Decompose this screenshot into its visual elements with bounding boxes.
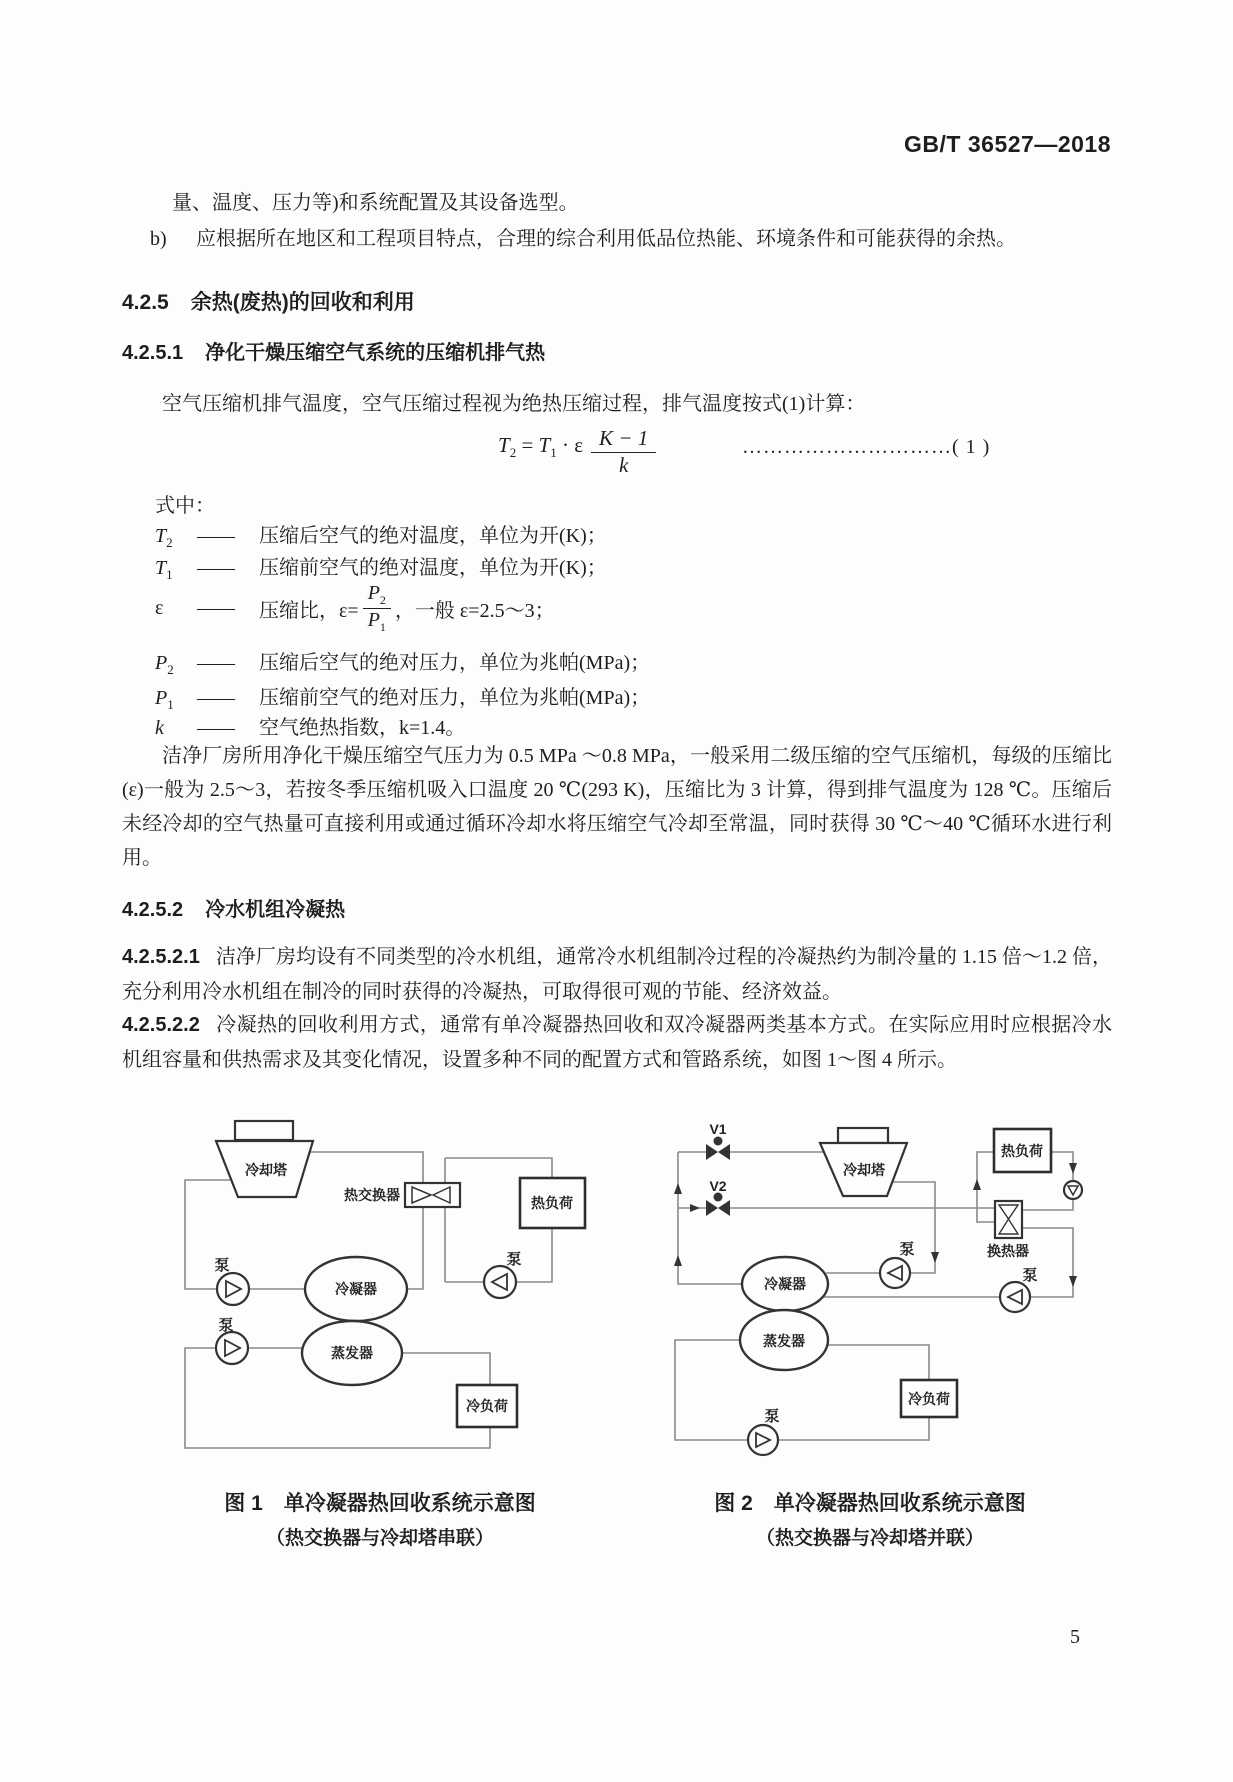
fig2-pump-b-icon <box>1000 1282 1030 1312</box>
fig1-pump1-label: 泵 <box>214 1257 230 1274</box>
fig2-valve-v1 <box>706 1137 730 1161</box>
heading-4-2-5-1 <box>122 336 545 365</box>
figure-1-subcaption: （热交换器与冷却塔串联） <box>265 1528 494 1549</box>
fig2-heat-exchanger <box>995 1201 1022 1238</box>
fig1-heat-exchanger <box>405 1183 460 1207</box>
var-row-k: k —— 空气绝热指数，k=1.4。 <box>155 717 466 739</box>
heading-4-2-5-1-number: 4.2.5.1 <box>122 342 184 364</box>
fig1-heat-load-label: 热负荷 <box>531 1195 573 1211</box>
fig2-valve-v2-label: V2 <box>709 1178 727 1194</box>
var-row-p1: $P_1$ —— 压缩前空气的绝对压力，单位为兆帕(MPa)； <box>155 687 651 712</box>
fig1-cooling-tower <box>216 1121 313 1197</box>
figure-2-subcaption: （热交换器与冷却塔并联） <box>755 1528 984 1549</box>
fig2-condenser-label: 冷凝器 <box>764 1276 806 1292</box>
fig1-heat-exchanger-label: 热交换器 <box>344 1187 400 1203</box>
heading-4-2-5-2-number: 4.2.5.2 <box>122 899 184 921</box>
paragraph-compressed-air: 洁净厂房所用净化干燥压缩空气压力为 0.5 MPa ～0.8 MPa，一般采用二级压缩的空气压缩机，每级的压缩比(ε)一般为 2.5～3，若按冬季压缩机吸入口温度 20 ℃(293 K)，压缩比为 3 计算，得到排气温度为 128 ℃。压缩后未经冷却的空气热量可直接利用或通过循环冷却水将压缩空气冷却至常温，同时获得 30 ℃～40 ℃循环水进行利用。 <box>122 745 1112 869</box>
var-row-t1: $T_1$ —— 压缩前空气的绝对温度，单位为开(K)； <box>155 557 607 582</box>
up-arrow-icon <box>973 1179 981 1190</box>
fig2-cooling-load-label: 冷负荷 <box>908 1391 950 1407</box>
heading-4-2-5 <box>122 286 415 316</box>
up-arrow-icon <box>674 1255 682 1266</box>
paragraph-4-2-5-2-2: 4.2.5.2.2 冷凝热的回收利用方式，通常有单冷凝器热回收和双冷凝器两类基本方式。在实际应用时应根据冷水机组容量和供热需求及其变化情况，设置多种不同的配置方式和管路系统，如图 1～图 4 所示。 <box>122 1014 1112 1071</box>
fig2-evaporator-label: 蒸发器 <box>763 1333 805 1349</box>
paragraph-4-2-5-2-2-number: 4.2.5.2.2 <box>122 1014 200 1036</box>
fig1-cooling-load-label: 冷负荷 <box>466 1398 508 1414</box>
fig1-evaporator-label: 蒸发器 <box>331 1345 373 1361</box>
fig1-pump2-icon <box>216 1332 248 1364</box>
fig1-pump3-label: 泵 <box>506 1251 522 1268</box>
list-item-b-marker: b) <box>150 228 167 250</box>
heading-4-2-5-number: 4.2.5 <box>122 291 169 314</box>
var-row-epsilon: ε —— 压缩比，ε= $\frac{P_2}{P_1}$ ，一般 ε=2.5～3； <box>155 581 555 634</box>
fig1-pump1-icon <box>217 1273 249 1305</box>
fig2-pump-a-label: 泵 <box>899 1241 915 1258</box>
var-row-t2: $T_2$ —— 压缩后空气的绝对温度，单位为开(K)； <box>155 525 607 550</box>
fig2-heat-load-label: 热负荷 <box>1001 1143 1043 1159</box>
fig1-chiller <box>302 1257 407 1385</box>
fig2-cooling-tower-label: 冷却塔 <box>843 1162 885 1178</box>
list-item-a-continuation: 量、温度、压力等)和系统配置及其设备选型。 <box>172 192 579 214</box>
fig2-chiller <box>740 1257 828 1370</box>
standard-number-header: GB/T 36527—2018 <box>904 131 1111 157</box>
figure-1-caption: 图 1 单冷凝器热回收系统示意图 <box>224 1492 536 1515</box>
right-arrow-icon <box>690 1204 700 1212</box>
figure-2-caption: 图 2 单冷凝器热回收系统示意图 <box>714 1492 1026 1515</box>
fig1-pump3-icon <box>484 1266 516 1298</box>
fig1-condenser-label: 冷凝器 <box>335 1281 377 1297</box>
up-arrow-icon <box>674 1183 682 1194</box>
fig2-valve-v2 <box>706 1193 730 1217</box>
paragraph-4-2-5-2-1: 4.2.5.2.1 洁净厂房均设有不同类型的冷水机组，通常冷水机组制冷过程的冷凝热约为制冷量的 1.15 倍～1.2 倍，充分利用冷水机组在制冷的同时获得的冷凝热，可取得很可观的节能、经济效益。 <box>122 946 1112 1003</box>
figure-1-diagram <box>150 1090 610 1490</box>
down-arrow-icon <box>1069 1276 1077 1287</box>
fig2-valve-v1-label: V1 <box>709 1121 727 1137</box>
formula-lhs: $T_2$ <box>498 433 517 461</box>
fig2-pump-c-icon <box>748 1425 778 1455</box>
figure-2-svg <box>600 1090 1140 1485</box>
epsilon-fraction: $\frac{P_2}{P_1}$ <box>363 583 391 633</box>
fig2-pump-c-label: 泵 <box>764 1408 780 1425</box>
down-arrow-icon <box>1069 1163 1077 1174</box>
heading-4-2-5-2-title: 冷水机组冷凝热 <box>205 899 346 921</box>
heading-4-2-5-2 <box>122 893 345 922</box>
paragraph-4-2-5-2-1-number: 4.2.5.2.1 <box>122 946 200 968</box>
page-number: 5 <box>1070 1626 1080 1648</box>
fig2-pump-a-icon <box>880 1258 910 1288</box>
figure-2-diagram <box>600 1090 1140 1490</box>
var-row-p2: $P_2$ —— 压缩后空气的绝对压力，单位为兆帕(MPa)； <box>155 652 651 677</box>
formula-rhs: $T_1$ <box>538 433 557 461</box>
equation-number: ( 1 ) <box>952 436 991 458</box>
down-arrow-icon <box>931 1252 939 1263</box>
formula-1: $T_2 = T_1 \cdot \varepsilon$ $\frac{K - 1}{k}$ <box>498 427 656 477</box>
figure-1-svg <box>150 1090 610 1485</box>
fig1-cooling-tower-label: 冷却塔 <box>245 1162 287 1178</box>
formula-leader-dots: …………………………( 1 ) <box>742 436 991 458</box>
where-label: 式中： <box>155 495 215 517</box>
list-item-b-text: 应根据所在地区和工程项目特点，合理的综合利用低品位热能、环境条件和可能获得的余热。 <box>196 228 1016 250</box>
heading-4-2-5-title: 余热(废热)的回收和利用 <box>190 291 415 314</box>
fig2-pump-b-label: 泵 <box>1022 1267 1038 1284</box>
heading-4-2-5-1-title: 净化干燥压缩空气系统的压缩机排气热 <box>205 342 546 364</box>
formula-exponent-fraction: $\frac{K - 1}{k}$ <box>591 427 656 477</box>
fig2-heat-exchanger-label: 换热器 <box>987 1243 1029 1259</box>
formula-intro: 空气压缩机排气温度，空气压缩过程视为绝热压缩过程，排气温度按式(1)计算： <box>162 393 866 415</box>
fig1-pump2-label: 泵 <box>218 1317 234 1334</box>
list-item-b <box>150 222 1016 251</box>
